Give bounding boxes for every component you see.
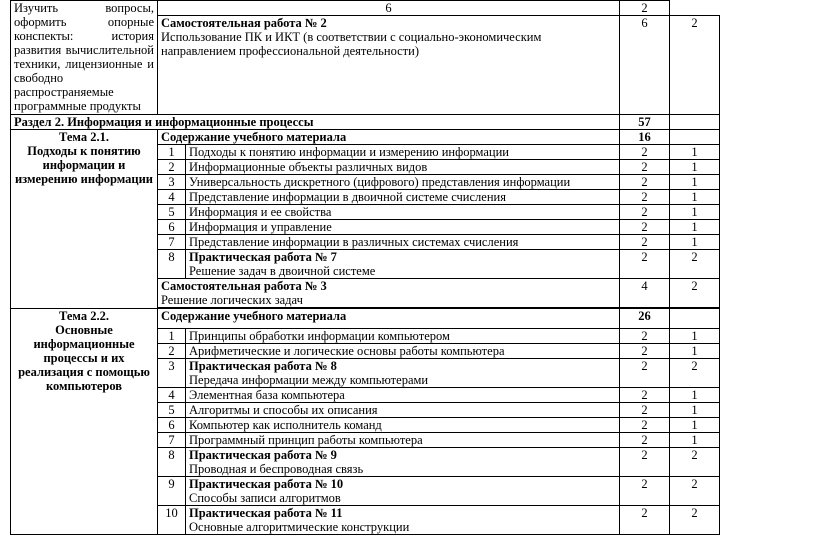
section-row (11, 115, 720, 130)
curriculum-page (10, 0, 720, 535)
content-hours: 16 (620, 130, 670, 145)
hours-cell: 2 (620, 359, 670, 388)
theme-2-1-title: Тема 2.1. Подходы к понятию информации и измерению информации (11, 130, 158, 309)
row-number: 7 (158, 433, 186, 448)
level-cell: 1 (670, 220, 720, 235)
row-number: 8 (158, 448, 186, 477)
row-number: 2 (158, 160, 186, 175)
hours-cell: 2 (620, 403, 670, 418)
practical-text: Решение задач в двоичной системе (189, 264, 376, 278)
level-cell: 2 (670, 506, 720, 535)
topic-text: Информация и управление (186, 220, 620, 235)
level-cell: 1 (670, 344, 720, 359)
hours-cell: 2 (620, 388, 670, 403)
level-cell: 1 (670, 403, 720, 418)
self-work-text: Использование ПК и ИКТ (в соответствии с социально-экономическим направлением профессиональной деятельности) (161, 30, 542, 58)
practical-title: Практическая работа № 8 (189, 359, 337, 373)
hours-cell: 2 (620, 190, 670, 205)
hours-cell: 2 (620, 329, 670, 344)
empty-cell (670, 309, 720, 329)
table-row (11, 1, 720, 16)
topic-text: Информация и ее свойства (186, 205, 620, 220)
row-number: 5 (158, 205, 186, 220)
practical-cell (186, 359, 620, 388)
hours-cell: 2 (620, 220, 670, 235)
topic-text: Программный принцип работы компьютера (186, 433, 620, 448)
row-number: 7 (158, 235, 186, 250)
row-number: 1 (158, 329, 186, 344)
row-number: 4 (158, 388, 186, 403)
row-number: 10 (158, 506, 186, 535)
row-number: 3 (158, 359, 186, 388)
practical-cell (186, 250, 620, 279)
hours-cell: 2 (620, 344, 670, 359)
practical-title: Практическая работа № 7 (189, 250, 337, 264)
content-header: Содержание учебного материала (158, 309, 620, 329)
row-number: 3 (158, 175, 186, 190)
topic-text: Элементная база компьютера (186, 388, 620, 403)
section-hours: 57 (620, 115, 670, 130)
row-number: 4 (158, 190, 186, 205)
practical-cell (186, 477, 620, 506)
theme-2-2-title: Тема 2.2. Основные информационные процессы и их реализация с помощью компьютеров (11, 309, 158, 535)
self-work-cell (158, 16, 620, 115)
level-cell: 2 (670, 16, 720, 115)
self-work-cell (158, 279, 620, 308)
level-cell: 1 (670, 418, 720, 433)
level-cell: 2 (670, 250, 720, 279)
practical-text: Передача информации между компьютерами (189, 373, 429, 387)
task-cell: Изучить вопросы, оформить опорные конспекты: история развития вычислительной техники, лицензионные и свободно распространяемые программные продукты (11, 1, 158, 115)
hours-cell: 2 (620, 175, 670, 190)
hours-cell: 2 (620, 205, 670, 220)
empty-cell (670, 130, 720, 145)
content-header: Содержание учебного материала (158, 130, 620, 145)
row-number: 9 (158, 477, 186, 506)
hours-cell: 2 (620, 433, 670, 448)
topic-text: Алгоритмы и способы их описания (186, 403, 620, 418)
topic-text: Арифметические и логические основы работы компьютера (186, 344, 620, 359)
level-cell: 1 (670, 190, 720, 205)
hours-cell: 2 (620, 477, 670, 506)
hours-cell: 6 (158, 1, 620, 16)
topic-text: Принципы обработки информации компьютером (186, 329, 620, 344)
empty-cell (670, 115, 720, 130)
row-number: 6 (158, 418, 186, 433)
content-hours: 26 (620, 309, 670, 329)
self-work-title: Самостоятельная работа № 2 (161, 16, 327, 30)
row-number: 8 (158, 250, 186, 279)
hours-cell: 2 (620, 145, 670, 160)
table-row (11, 309, 720, 329)
level-cell: 1 (670, 235, 720, 250)
self-work-title: Самостоятельная работа № 3 (161, 279, 327, 293)
hours-cell: 6 (620, 16, 670, 115)
practical-title: Практическая работа № 10 (189, 477, 344, 491)
hours-cell: 2 (620, 250, 670, 279)
table-row (11, 130, 720, 145)
practical-cell (186, 506, 620, 535)
empty-cell (670, 1, 720, 16)
curriculum-table (10, 0, 720, 535)
hours-cell: 2 (620, 506, 670, 535)
row-number: 2 (158, 344, 186, 359)
level-cell: 2 (670, 359, 720, 388)
hours-cell: 4 (620, 279, 670, 308)
topic-text: Представление информации в двоичной системе счисления (186, 190, 620, 205)
level-cell: 1 (670, 329, 720, 344)
topic-text: Компьютер как исполнитель команд (186, 418, 620, 433)
hours-cell: 2 (620, 418, 670, 433)
section-title: Раздел 2. Информация и информационные процессы (11, 115, 620, 130)
practical-text: Способы записи алгоритмов (189, 491, 341, 505)
row-number: 6 (158, 220, 186, 235)
topic-text: Подходы к понятию информации и измерению информации (186, 145, 620, 160)
practical-title: Практическая работа № 11 (189, 506, 343, 520)
row-number: 5 (158, 403, 186, 418)
level-cell: 2 (670, 448, 720, 477)
level-cell: 1 (670, 388, 720, 403)
practical-cell (186, 448, 620, 477)
self-work-text: Решение логических задач (161, 293, 303, 307)
practical-text: Проводная и беспроводная связь (189, 462, 364, 476)
level-cell: 1 (670, 175, 720, 190)
level-cell: 1 (670, 205, 720, 220)
row-number: 1 (158, 145, 186, 160)
hours-cell: 2 (620, 448, 670, 477)
topic-text: Информационные объекты различных видов (186, 160, 620, 175)
level-cell: 1 (670, 145, 720, 160)
level-cell: 2 (670, 477, 720, 506)
practical-text: Основные алгоритмические конструкции (189, 520, 410, 534)
topic-text: Представление информации в различных системах счисления (186, 235, 620, 250)
level-cell: 1 (670, 160, 720, 175)
hours-cell: 2 (620, 235, 670, 250)
level-cell: 2 (620, 1, 670, 16)
level-cell: 1 (670, 433, 720, 448)
level-cell: 2 (670, 279, 720, 308)
hours-cell: 2 (620, 160, 670, 175)
topic-text: Универсальность дискретного (цифрового) представления информации (186, 175, 620, 190)
practical-title: Практическая работа № 9 (189, 448, 337, 462)
